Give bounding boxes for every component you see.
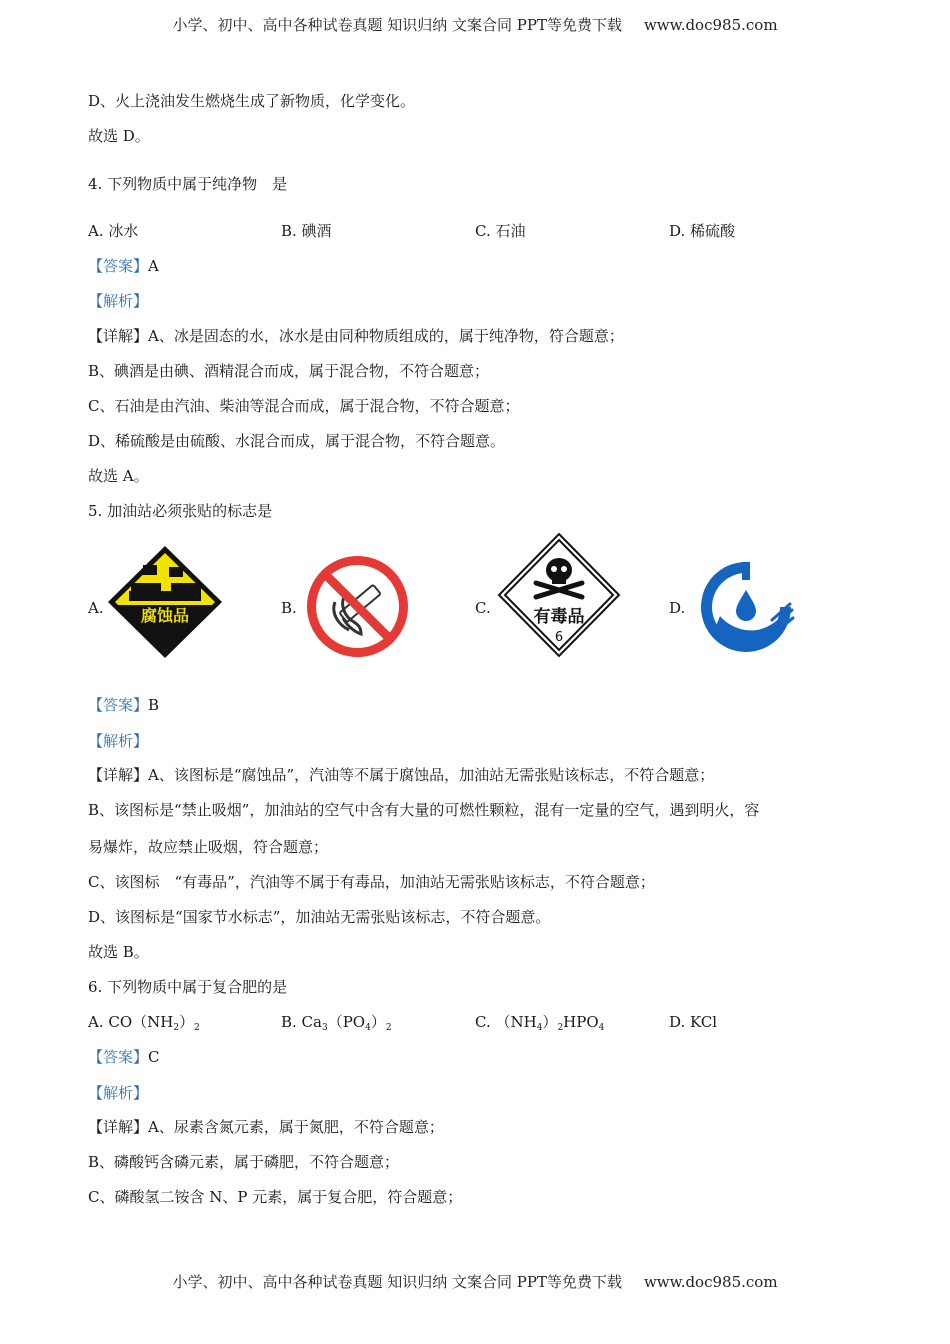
q4-detail-b: B、碘酒是由碘、酒精混合而成，属于混合物，不符合题意； <box>88 362 490 380</box>
corrosive-sign <box>105 543 225 661</box>
q4-answer <box>88 256 159 276</box>
q4-conclusion: 故选 A。 <box>88 467 149 485</box>
corrosive-sign-label: 腐蚀品 <box>140 606 190 625</box>
q5-detail-b-line2: 易爆炸，故应禁止吸烟，符合题意； <box>88 838 329 856</box>
toxic-sign-class: 6 <box>554 630 564 645</box>
detail-tag: 【详解】 <box>88 1118 149 1136</box>
q5-detail-d: D、该图标是“国家节水标志”，加油站无需张贴该标志，不符合题意。 <box>88 908 551 926</box>
q5-option-b-letter: B. <box>281 599 297 617</box>
q4-option-d: D. 稀硫酸 <box>669 222 736 240</box>
detail-text: A、尿素含氮元素，属于氮肥，不符合题意； <box>148 1118 444 1136</box>
q4-detail-d: D、稀硫酸是由硫酸、水混合而成，属于混合物，不符合题意。 <box>88 432 506 450</box>
detail-text: A、该图标是“腐蚀品”，汽油等不属于腐蚀品，加油站无需张贴该标志，不符合题意； <box>148 766 715 784</box>
q4-option-a: A. 冰水 <box>88 222 139 240</box>
q5-stem: 5. 加油站必须张贴的标志是 <box>88 502 273 520</box>
q6-option-b: B. $Ca_3(PO_4)_2$ <box>281 1013 392 1033</box>
no-smoking-sign <box>305 554 410 659</box>
q5-answer <box>88 695 159 715</box>
header-site[interactable]: www.doc985.com <box>643 16 778 34</box>
q6-detail-a <box>88 1117 444 1137</box>
answer-tag: 【答案】 <box>88 696 149 714</box>
q3-conclusion: 故选 D。 <box>88 127 150 145</box>
q6-option-d: D. KCl <box>669 1013 718 1031</box>
answer-tag: 【答案】 <box>88 257 149 275</box>
page-footer <box>0 1271 950 1292</box>
q4-option-b: B. 碘酒 <box>281 222 332 240</box>
q5-option-a-letter: A. <box>88 599 104 617</box>
answer-value: B <box>148 696 160 714</box>
q6-option-c: C. $(NH_4)_2HPO_4$ <box>475 1013 605 1033</box>
q4-stem: 4. 下列物质中属于纯净物 是 <box>88 175 288 193</box>
toxic-sign <box>496 531 622 659</box>
q4-analysis-tag: 【解析】 <box>88 292 149 310</box>
answer-value: A <box>148 257 159 275</box>
page-header <box>0 14 950 35</box>
q5-option-c-letter: C. <box>475 599 491 617</box>
q5-detail-a <box>88 765 714 785</box>
q6-answer <box>88 1047 160 1067</box>
detail-text: A、冰是固态的水，冰水是由同种物质组成的，属于纯净物，符合题意； <box>148 327 624 345</box>
q4-detail-a <box>88 326 624 346</box>
q5-detail-b-line1: B、该图标是“禁止吸烟”，加油站的空气中含有大量的可燃性颗粒，混有一定量的空气，遇到明火，容 <box>88 801 760 819</box>
q5-option-d-letter: D. <box>669 599 686 617</box>
footer-text: 小学、初中、高中各种试卷真题 知识归纳 文案合同 PPT等免费下载 <box>172 1273 622 1291</box>
water-saving-sign <box>694 556 798 658</box>
q4-detail-c: C、石油是由汽油、柴油等混合而成，属于混合物，不符合题意； <box>88 397 520 415</box>
answer-value: C <box>148 1048 160 1066</box>
toxic-sign-label: 有毒品 <box>533 607 585 627</box>
q3-option-d-explanation: D、火上浇油发生燃烧生成了新物质，化学变化。 <box>88 92 416 110</box>
q6-option-a: A. $CO(NH_2)_2$ <box>88 1013 200 1033</box>
q5-conclusion: 故选 B。 <box>88 943 149 961</box>
q6-stem: 6. 下列物质中属于复合肥的是 <box>88 978 288 996</box>
q5-detail-c: C、该图标 “有毒品”，汽油等不属于有毒品，加油站无需张贴该标志，不符合题意； <box>88 873 655 891</box>
detail-tag: 【详解】 <box>88 327 149 345</box>
detail-tag: 【详解】 <box>88 766 149 784</box>
q6-detail-c: C、磷酸氢二铵含 N、P 元素，属于复合肥，符合题意； <box>88 1188 463 1206</box>
q4-option-c: C. 石油 <box>475 222 526 240</box>
footer-site[interactable]: www.doc985.com <box>643 1273 778 1291</box>
q5-analysis-tag: 【解析】 <box>88 732 149 750</box>
answer-tag: 【答案】 <box>88 1048 149 1066</box>
q6-detail-b: B、磷酸钙含磷元素，属于磷肥，不符合题意； <box>88 1153 400 1171</box>
header-text: 小学、初中、高中各种试卷真题 知识归纳 文案合同 PPT等免费下载 <box>172 16 622 34</box>
q6-analysis-tag: 【解析】 <box>88 1084 149 1102</box>
